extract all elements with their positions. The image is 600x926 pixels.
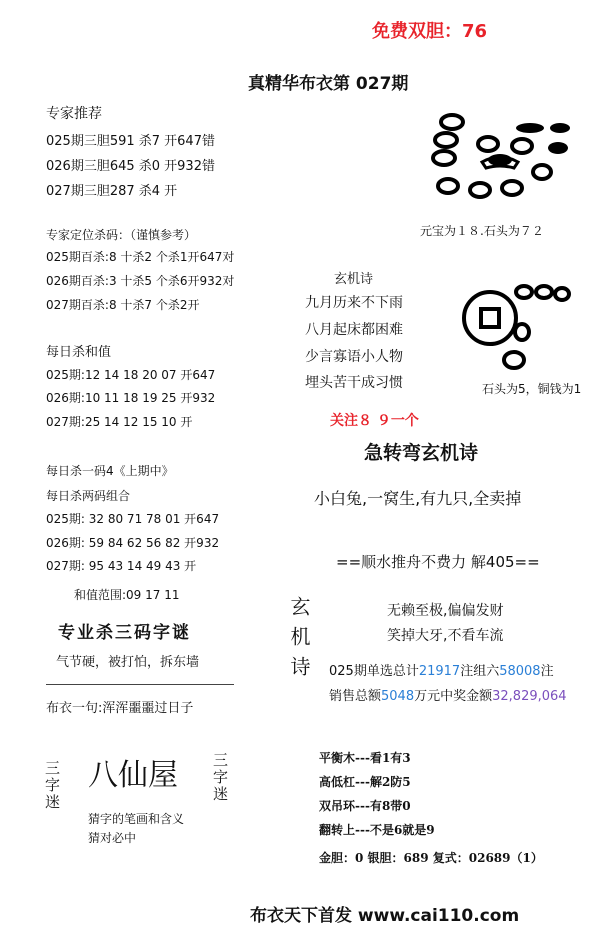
sales-label: 025期单选总计 [329, 664, 419, 679]
sales-label: 万元中奖金额 [414, 689, 493, 704]
daily-kill-row: 025期: 32 80 71 78 01 开647 [46, 512, 220, 526]
expert-row: 025期三胆591 杀7 开647错 [46, 134, 215, 149]
xuanji-heading: 玄机诗 [334, 272, 374, 287]
daily-kill-heading: 每日杀一码4《上期中》 [46, 464, 174, 478]
focus-note: 关注８ ９一个 [330, 413, 419, 429]
sales-line-1 [329, 660, 554, 679]
yuanbao-caption: 元宝为１８.石头为７２ [420, 224, 544, 238]
daily-kill-row: 027期: 95 43 14 49 43 开 [46, 559, 197, 573]
sales-label: 注组六 [460, 664, 500, 679]
page-title: 真精华布衣第 027期 [248, 74, 409, 94]
sum-kill-row: 027期:25 14 12 15 10 开 [46, 415, 193, 429]
sum-kill-row: 026期:10 11 18 19 25 开932 [46, 391, 216, 405]
coin-caption: 石头为5，铜钱为1 [482, 382, 582, 396]
daily-kill-row: 026期: 59 84 62 56 82 开932 [46, 536, 220, 550]
sales-amount: 32,829,064 [492, 689, 567, 704]
position-kill-row: 027期百杀:8 十杀7 个杀2开 [46, 298, 200, 312]
sum-kill-heading: 每日杀和值 [46, 345, 112, 360]
turn-text: 小白兔,一窝生,有九只,全卖掉 [314, 489, 522, 508]
expert-heading: 专家推荐 [46, 106, 102, 122]
turn-title: 急转弯玄机诗 [364, 442, 479, 464]
xuanji-line: 少言寡语小人物 [305, 349, 403, 365]
free-double-banner: 免费双胆：76 [372, 21, 488, 42]
xuanji-vertical: 玄机诗 [287, 596, 311, 686]
bottom-list-item: 平衡木---看1有3 [319, 751, 411, 765]
sum-kill-row: 025期:12 14 18 20 07 开647 [46, 368, 216, 382]
sales-number: 58008 [499, 664, 541, 679]
sales-label: 销售总额 [329, 689, 382, 704]
divider [46, 684, 234, 685]
riddle-vertical-right: 三字迷 [211, 752, 229, 803]
xuanji-line: 埋头苦干成习惯 [305, 375, 403, 391]
sales-number: 21917 [418, 664, 461, 679]
footer-banner: 布衣天下首发 www.cai110.com [250, 906, 520, 926]
expert-row: 027期三胆287 杀4 开 [46, 184, 178, 199]
yuanbao-stone-drawing [430, 108, 580, 204]
bottom-list-item: 翻转上---不是6就是9 [319, 823, 435, 837]
riddle-text: 气节硬，被打怕，拆东墙 [56, 655, 200, 670]
daily-kill-combo-heading: 每日杀两码组合 [46, 489, 131, 503]
sum-range: 和值范围:09 17 11 [74, 588, 180, 602]
sales-label: 注 [540, 664, 554, 679]
xuanji2-line: 笑掉大牙,不看车流 [387, 628, 504, 644]
bottom-list-item: 双吊环---有8带0 [319, 799, 411, 813]
baxian-line: 猜字的笔画和含义 [88, 812, 185, 826]
riddle-heading: 专业杀三码字谜 [58, 623, 191, 643]
sales-line-2 [329, 685, 567, 704]
baxian-line: 猜对必中 [88, 831, 137, 845]
expert-row: 026期三胆645 杀0 开932错 [46, 159, 215, 174]
position-kill-heading: 专家定位杀码：（谨慎参考） [46, 228, 197, 242]
sales-number: 5048 [381, 689, 415, 704]
bottom-list-item: 高低杠---解2防5 [319, 775, 411, 789]
riddle-vertical-left: 三字迷 [43, 760, 61, 811]
buyi-line: 布衣一句:浑浑噩噩过日子 [46, 701, 194, 716]
gold-silver-line: 金胆：0 银胆：689 复式：02689（1） [319, 851, 543, 865]
position-kill-row: 026期百杀:3 十杀5 个杀6开932对 [46, 274, 235, 288]
coin-stone-drawing [452, 282, 572, 374]
baxian-title: 八仙屋 [88, 758, 178, 793]
shunshui-line: ==顺水推舟不费力 解405== [336, 553, 540, 571]
xuanji-line: 九月历来不下雨 [305, 295, 403, 311]
xuanji2-line: 无赖至极,偏偏发财 [387, 603, 504, 619]
xuanji-line: 八月起床都困难 [305, 322, 403, 338]
position-kill-row: 025期百杀:8 十杀2 个杀1开647对 [46, 250, 235, 264]
